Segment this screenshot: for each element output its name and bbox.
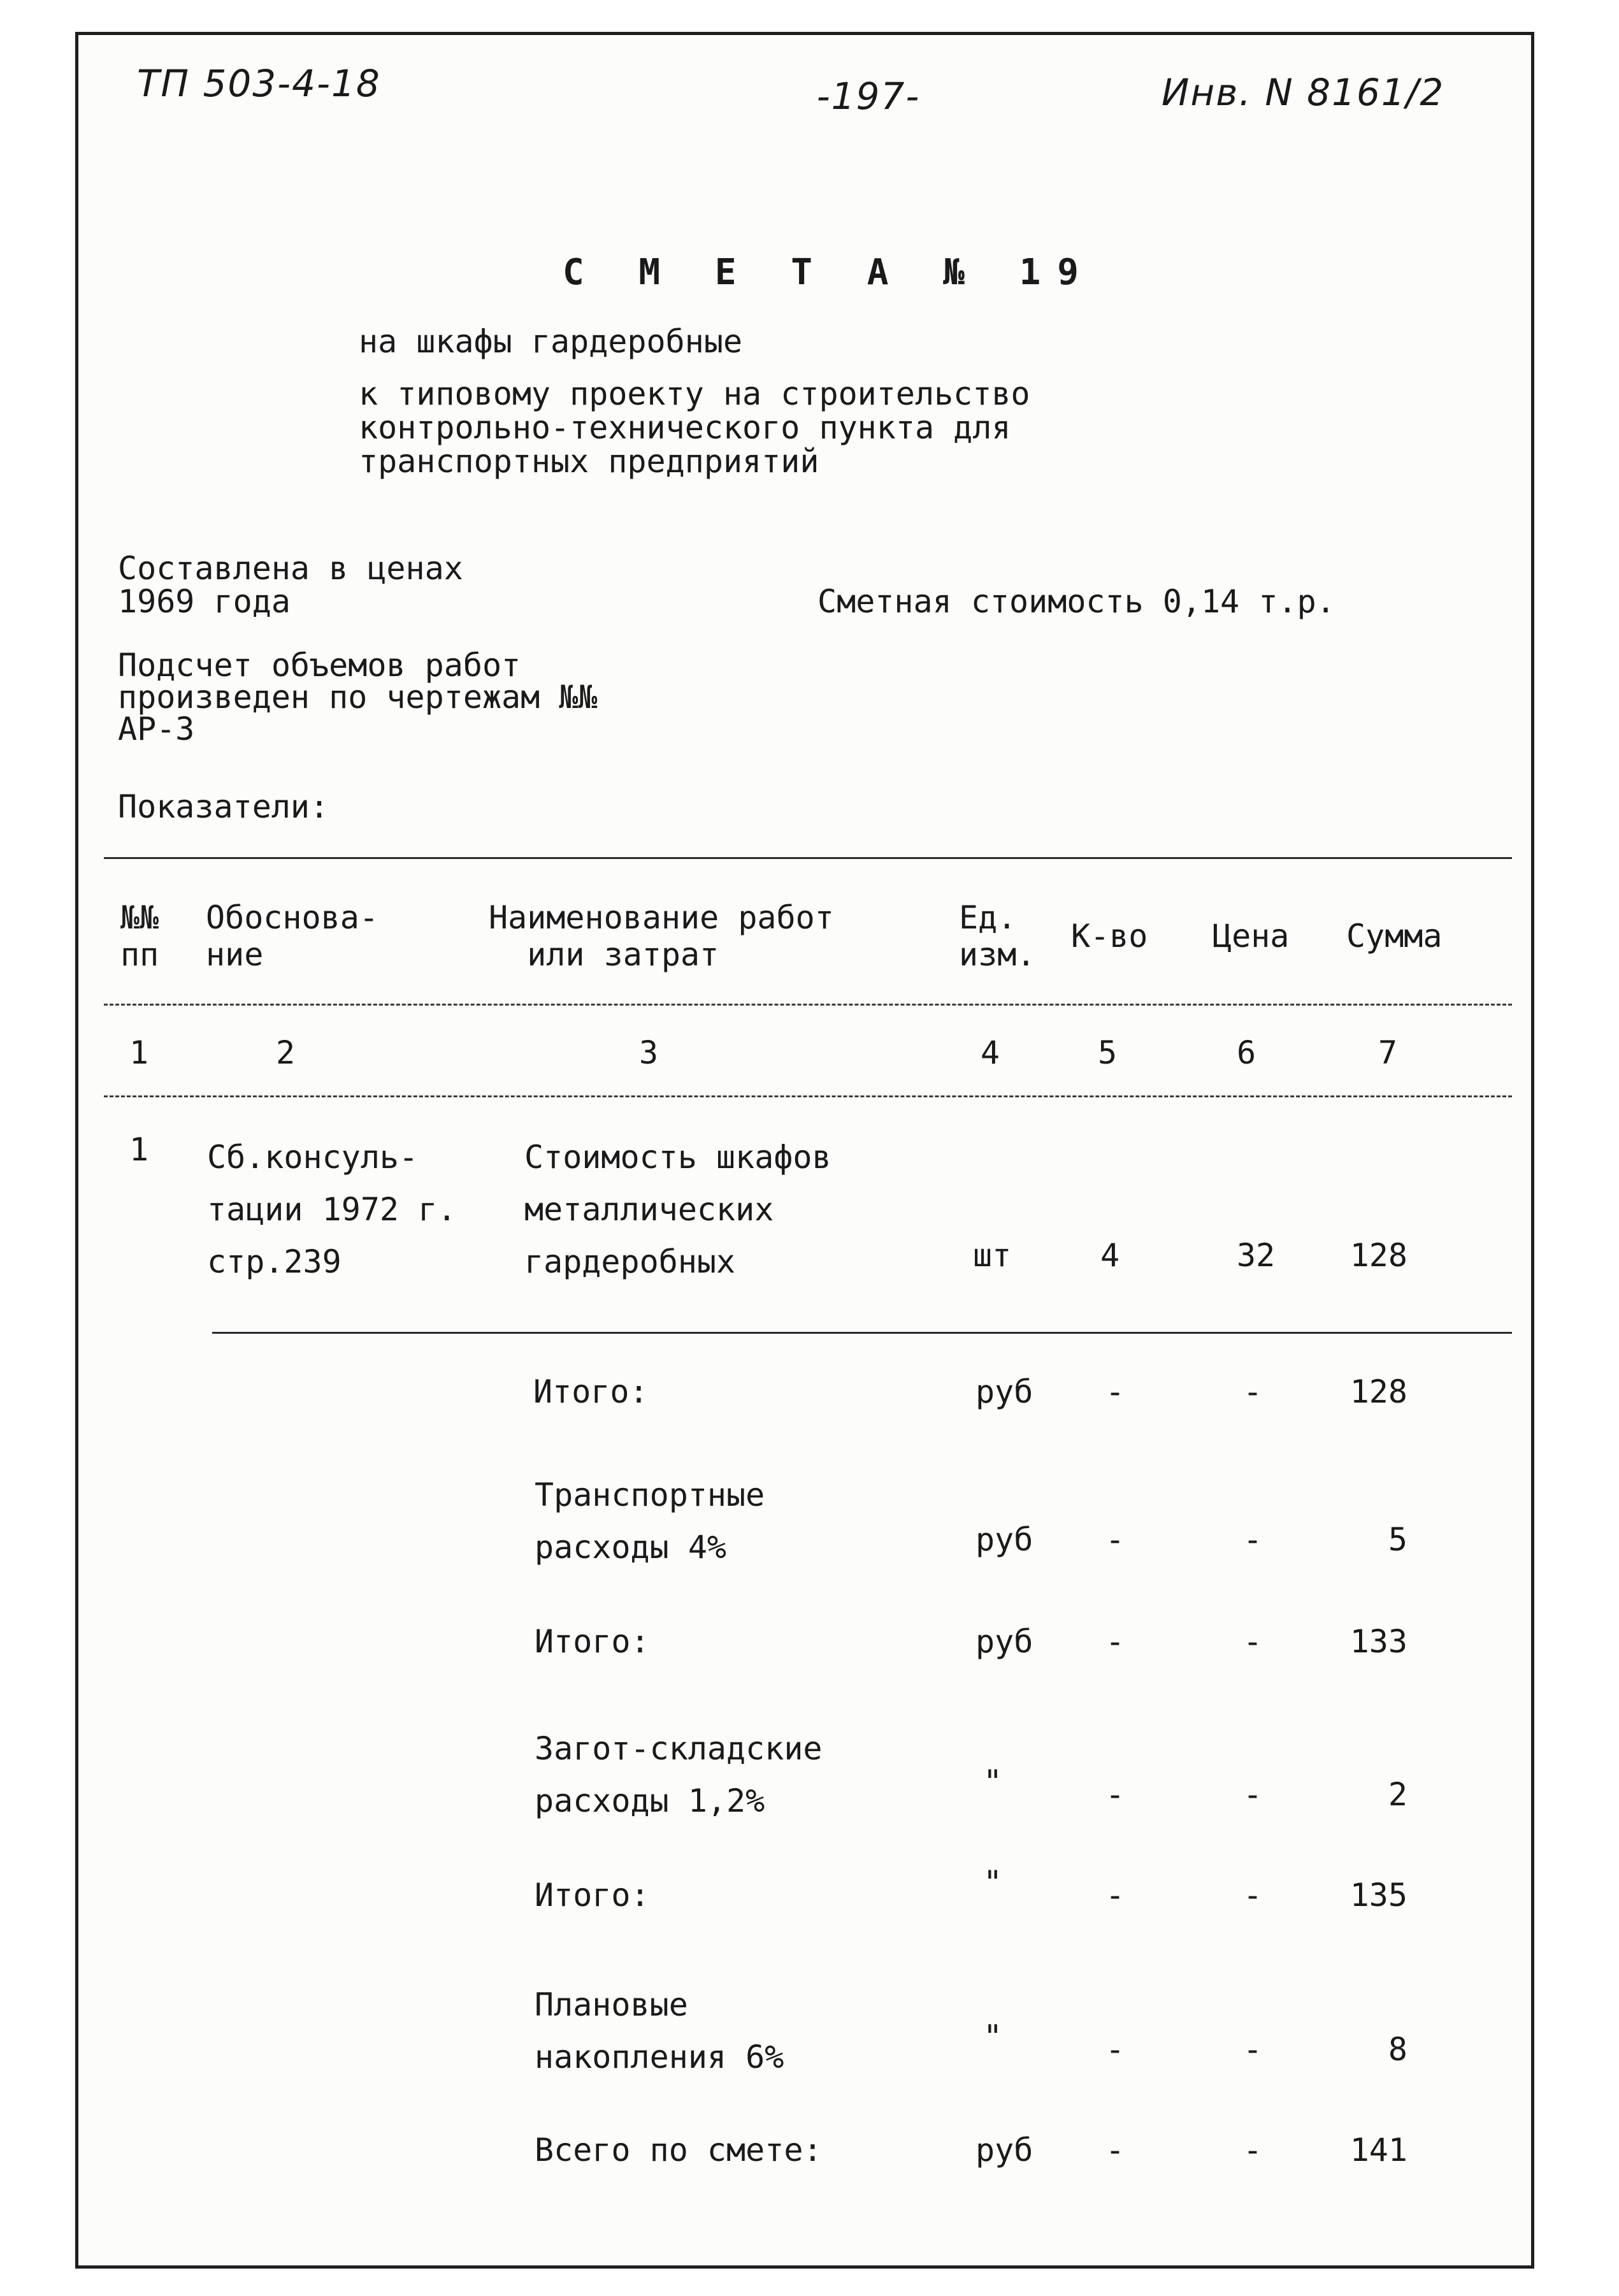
row7-qty: - — [1105, 2031, 1125, 2068]
col-header-num: №№ пп — [120, 899, 159, 973]
row3-qty: - — [1105, 1521, 1125, 1558]
row2-name: Итого: — [533, 1373, 649, 1410]
row1-qty: 4 — [1100, 1237, 1120, 1274]
project-code: ТП 503-4-18 — [137, 62, 381, 105]
page-number: -197- — [816, 75, 921, 118]
row8-sum: 141 — [1349, 2132, 1407, 2169]
row1-basis: Сб.консуль- тации 1972 г. стр.239 — [207, 1139, 457, 1280]
row6-unit: " — [983, 1864, 1003, 1901]
colnum-4: 4 — [981, 1034, 1000, 1071]
prices-line-1: Составлена в ценах — [118, 550, 463, 587]
inventory-number: Инв. N 8161/2 — [1162, 71, 1445, 114]
row-divider-rule — [212, 1332, 1512, 1334]
colnum-5: 5 — [1098, 1034, 1118, 1071]
estimate-title: С М Е Т А № 19 — [563, 252, 1096, 293]
row3-unit: руб — [975, 1521, 1033, 1558]
row8-price: - — [1243, 2132, 1263, 2169]
row6-qty: - — [1105, 1877, 1125, 1914]
col-header-name: Наименование работ или затрат — [489, 899, 834, 973]
colnum-bottom-rule — [104, 1095, 1512, 1097]
col-header-basis: Обоснова- ние — [206, 899, 378, 973]
volume-line-3: АР-3 — [118, 711, 195, 747]
col-header-qty: К-во — [1071, 918, 1148, 955]
row3-name: Транспортные расходы 4% — [535, 1477, 765, 1566]
colnum-7: 7 — [1378, 1034, 1398, 1071]
row1-unit: шт — [973, 1237, 1012, 1274]
row6-name: Итого: — [535, 1877, 650, 1914]
row5-qty: - — [1105, 1776, 1125, 1813]
header-bottom-rule — [104, 1004, 1512, 1006]
prices-line-2: 1969 года — [118, 583, 291, 620]
colnum-3: 3 — [639, 1034, 659, 1071]
row2-sum: 128 — [1349, 1373, 1407, 1410]
col-header-price: Цена — [1212, 918, 1290, 955]
row6-sum: 135 — [1349, 1877, 1407, 1914]
row5-price: - — [1243, 1776, 1263, 1813]
colnum-6: 6 — [1237, 1034, 1256, 1071]
row4-price: - — [1243, 1623, 1263, 1660]
volume-line-1: Подсчет объемов работ — [118, 647, 521, 684]
row1-name: Стоимость шкафов металлических гардеробных — [524, 1139, 831, 1280]
row5-sum: 2 — [1388, 1776, 1407, 1813]
row6-price: - — [1243, 1877, 1263, 1914]
row7-unit: " — [983, 2018, 1003, 2055]
row8-name: Всего по смете: — [535, 2132, 823, 2169]
row2-qty: - — [1105, 1373, 1125, 1410]
row4-sum: 133 — [1349, 1623, 1407, 1660]
row7-name: Плановые накопления 6% — [535, 1986, 784, 2076]
row4-name: Итого: — [535, 1623, 650, 1660]
volume-line-2: произведен по чертежам №№ — [118, 679, 598, 716]
subtitle-line-4: транспортных предприятий — [359, 443, 819, 480]
colnum-2: 2 — [276, 1034, 296, 1071]
indicators-label: Показатели: — [118, 788, 329, 825]
row2-unit: руб — [975, 1373, 1033, 1410]
subtitle-line-2: к типовому проекту на строительство — [359, 375, 1030, 412]
row5-name: Загот-складские расходы 1,2% — [535, 1730, 823, 1819]
subtitle-line-3: контрольно-технического пункта для — [359, 409, 1011, 446]
row7-sum: 8 — [1388, 2031, 1407, 2068]
row8-qty: - — [1105, 2132, 1125, 2169]
row4-qty: - — [1105, 1623, 1125, 1660]
estimated-cost: Сметная стоимость 0,14 т.р. — [817, 583, 1335, 620]
col-header-sum: Сумма — [1346, 918, 1443, 955]
row1-price: 32 — [1237, 1237, 1276, 1274]
row1-num: 1 — [129, 1131, 149, 1168]
table-top-rule — [104, 857, 1512, 859]
row4-unit: руб — [975, 1623, 1033, 1660]
row2-price: - — [1243, 1373, 1263, 1410]
row8-unit: руб — [975, 2132, 1033, 2169]
row3-price: - — [1243, 1521, 1263, 1558]
colnum-1: 1 — [129, 1034, 149, 1071]
subtitle-line-1: на шкафы гардеробные — [359, 323, 743, 360]
row7-price: - — [1243, 2031, 1263, 2068]
row3-sum: 5 — [1388, 1521, 1407, 1558]
row1-sum: 128 — [1349, 1237, 1407, 1274]
col-header-unit: Ед. изм. — [959, 899, 1036, 973]
row5-unit: " — [983, 1763, 1003, 1800]
document-page — [75, 32, 1534, 2269]
